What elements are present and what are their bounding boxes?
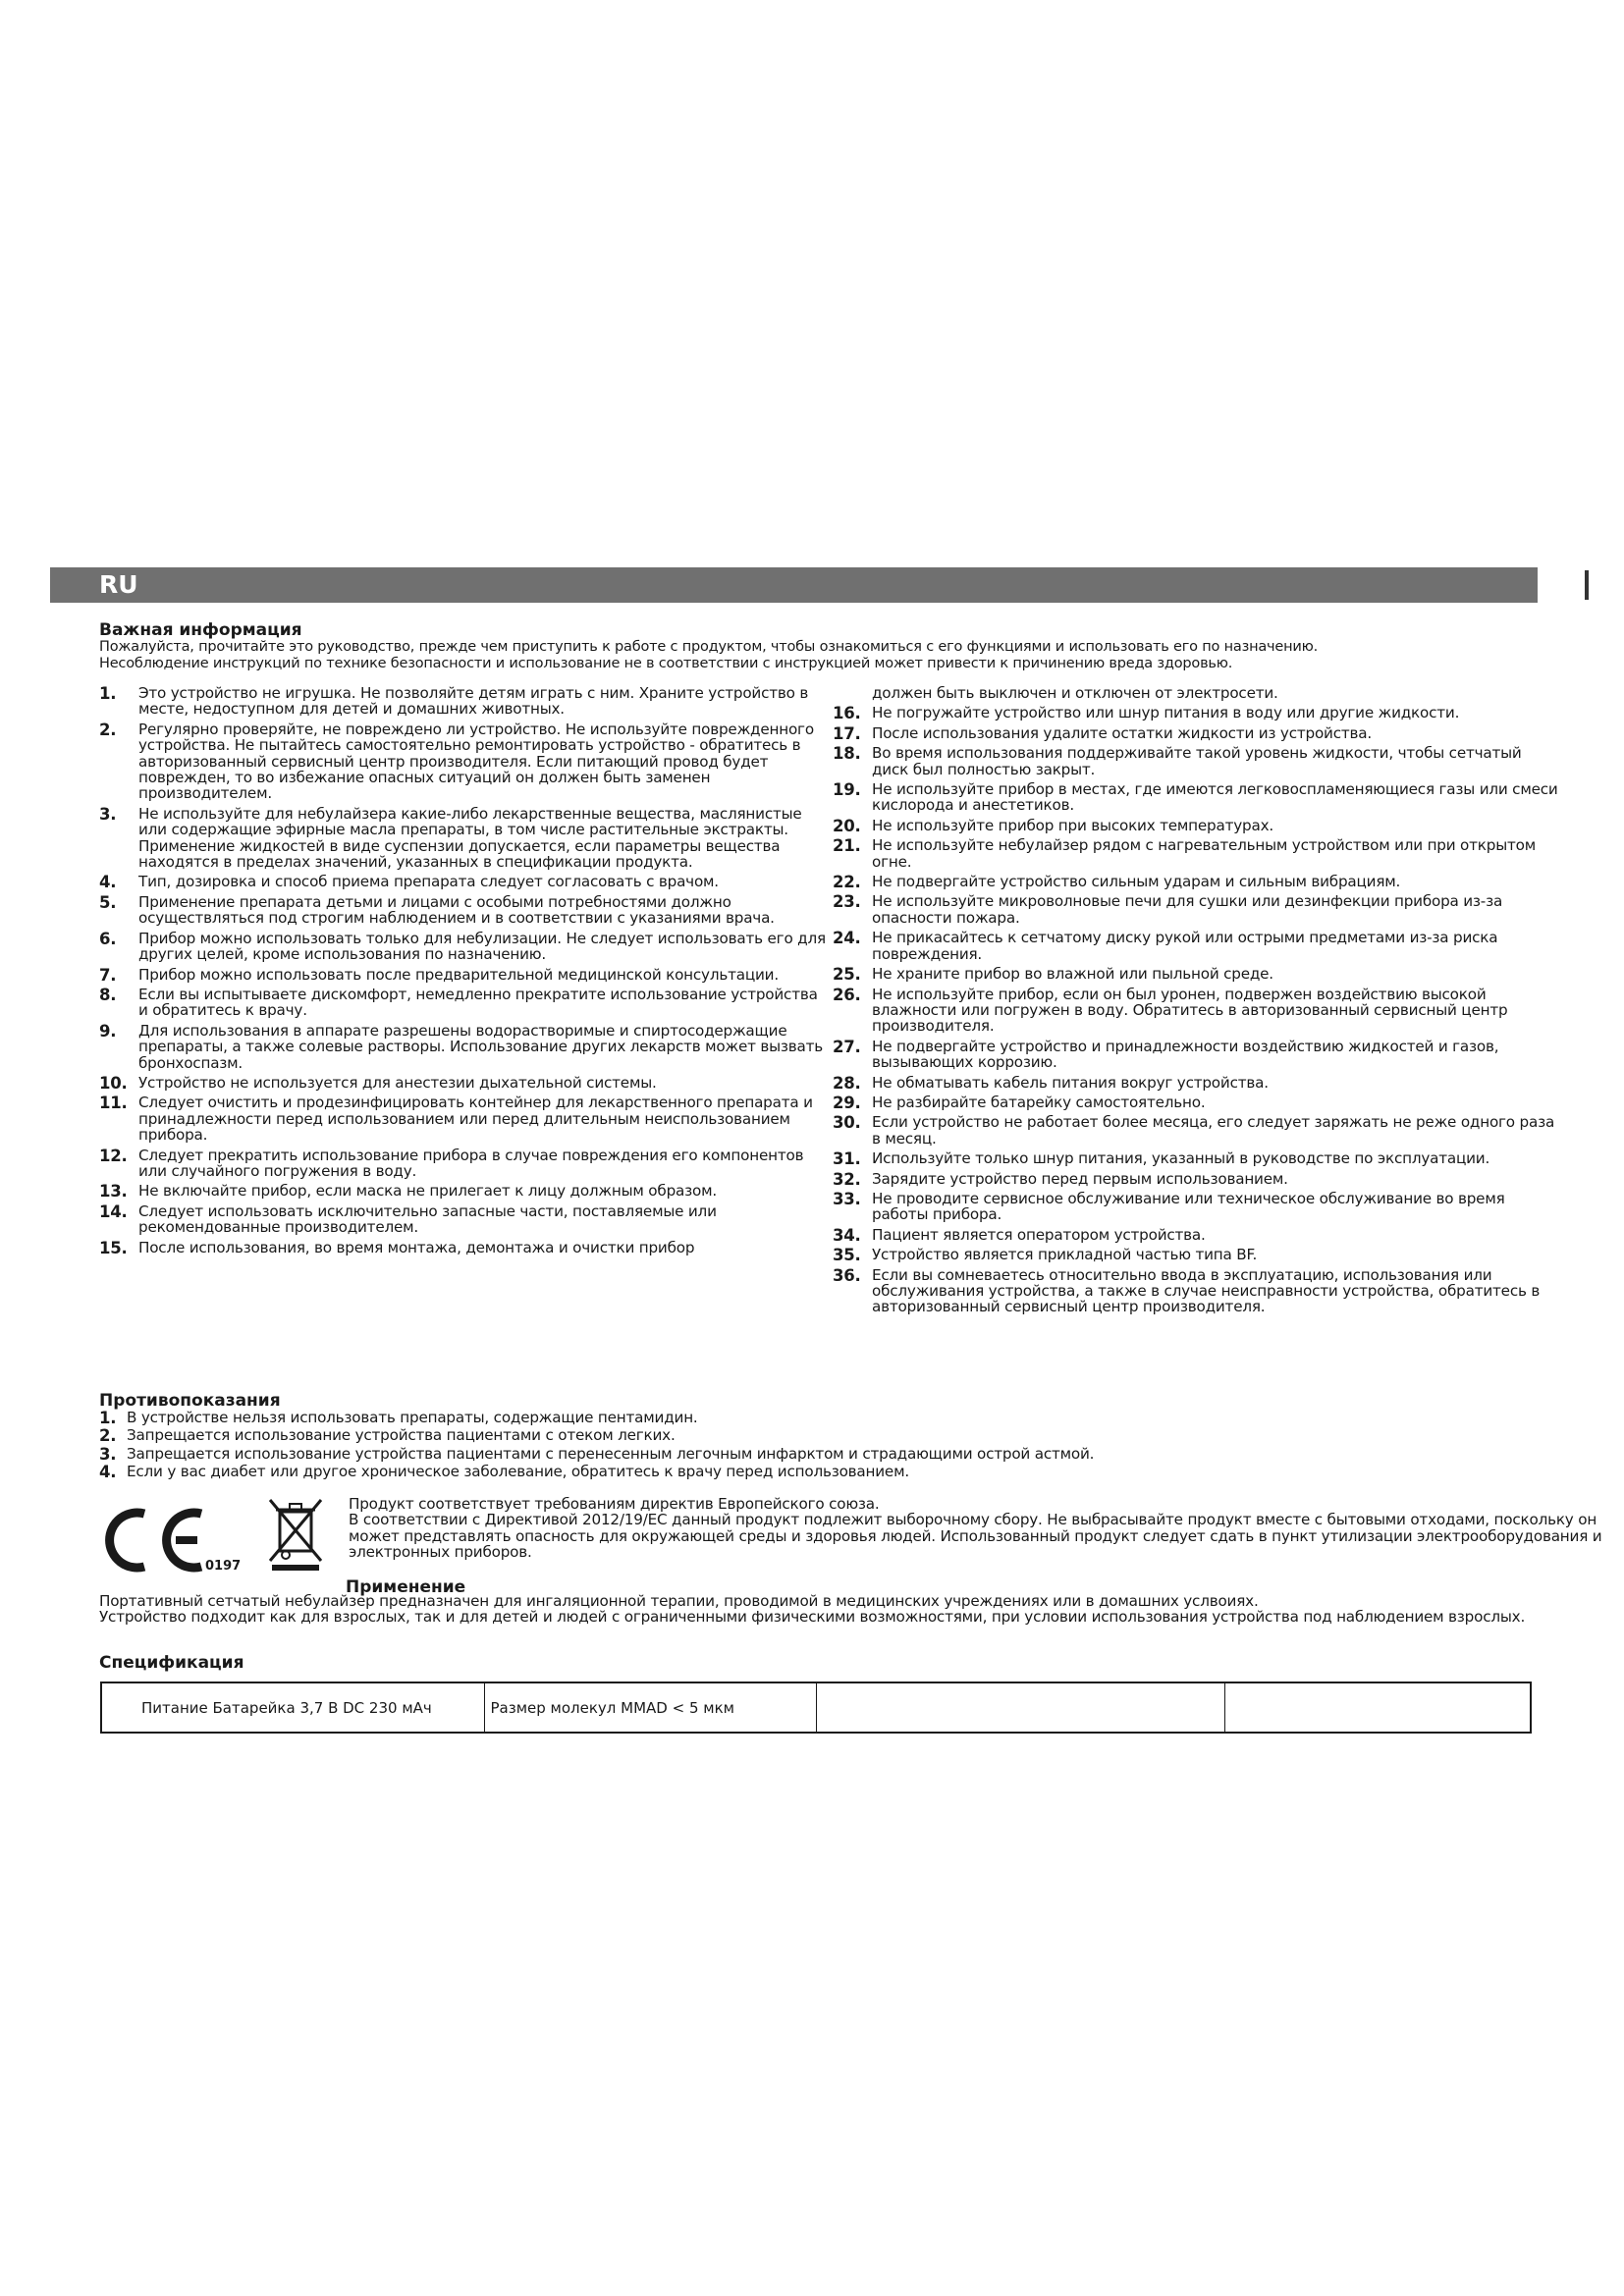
list-item-text: Не обматывать кабель питания вокруг устройства. xyxy=(872,1073,1269,1092)
safety-item xyxy=(99,987,826,1019)
safety-item xyxy=(99,1075,826,1091)
list-item-number: 10. xyxy=(99,1073,128,1093)
list-item-text: После использования, во время монтажа, демонтажа и очистки прибор xyxy=(138,1238,695,1256)
list-item-number: 1. xyxy=(99,684,117,703)
contraindication-item xyxy=(99,1463,1552,1482)
language-header-bar xyxy=(50,567,1538,603)
list-item-text: Не храните прибор во влажной или пыльной среде. xyxy=(872,965,1273,984)
list-item-text: Не используйте прибор при высоких температурах. xyxy=(872,816,1273,834)
specification-table xyxy=(100,1682,1532,1734)
spec-cell: Питание Батарейка 3,7 В DC 230 мАч xyxy=(141,1698,432,1717)
list-item-number: 13. xyxy=(99,1182,128,1201)
list-item-text: Не подвергайте устройство сильным ударам и сильным вибрациям. xyxy=(872,873,1401,891)
contraindications-title: Противопоказания xyxy=(99,1391,281,1411)
list-item-text: должен быть выключен и отключен от электросети. xyxy=(872,684,1278,702)
list-item-number: 27. xyxy=(833,1037,861,1056)
safety-item xyxy=(99,1183,826,1199)
list-item-text: Используйте только шнур питания, указанный в руководстве по эксплуатации. xyxy=(872,1149,1490,1168)
safety-item xyxy=(833,1095,1559,1110)
list-item-number: 19. xyxy=(833,780,861,800)
language-code: RU xyxy=(99,570,138,599)
safety-item xyxy=(833,685,1559,701)
table-row xyxy=(101,1682,1531,1733)
safety-item xyxy=(833,1246,1559,1265)
list-item-text: Регулярно проверяйте, не повреждено ли устройство. Не используйте поврежденного устройства. Не пытайтесь самостоятельно ремонтировать устройство - обратитесь в авторизованный сервисный центр производителя. Если питающий провод будет поврежден, то во избежание опасных ситуаций он должен быть заменен производителем. xyxy=(138,720,814,803)
usage-line: Устройство подходит как для взрослых, так и для детей и людей с ограниченными физическими возможностями, при условии использования устройства под наблюдением взрослых. xyxy=(99,1608,1526,1627)
list-item-number: 28. xyxy=(833,1073,861,1093)
list-item-number: 35. xyxy=(833,1246,861,1265)
list-item-text: Если вы сомневаетесь относительно ввода в эксплуатацию, использования или обслуживания устройства, а также в случае неисправности устройства, обратитесь в авторизованный сервисный центр производителя. xyxy=(872,1265,1541,1316)
list-item-number: 32. xyxy=(833,1169,861,1189)
safety-item xyxy=(833,987,1559,1035)
list-item-number: 17. xyxy=(833,723,861,743)
safety-item xyxy=(833,818,1559,833)
safety-item xyxy=(99,806,826,871)
list-item-number: 16. xyxy=(833,704,861,723)
list-item-number: 24. xyxy=(833,929,861,948)
usage-text xyxy=(99,1593,1552,1626)
usage-title: Применение xyxy=(346,1577,466,1597)
list-item-number: 36. xyxy=(833,1265,861,1285)
list-item-text: Не проводите сервисное обслуживание или техническое обслуживание во время работы прибора. xyxy=(872,1189,1505,1224)
list-item-text: Если устройство не работает более месяца, его следует заряжать не реже одного раза в месяц. xyxy=(872,1113,1555,1148)
list-item-text: Если вы испытываете дискомфорт, немедленно прекратите использование устройства и обратитесь к врачу. xyxy=(138,985,818,1020)
list-item-text: После использования удалите остатки жидкости из устройства. xyxy=(872,723,1372,742)
list-item-text: Не включайте прибор, если маска не прилегает к лицу должным образом. xyxy=(138,1182,717,1201)
list-item-text: Устройство не используется для анестезии дыхательной системы. xyxy=(138,1073,657,1092)
list-item-text: Тип, дозировка и способ приема препарата следует согласовать с врачом. xyxy=(138,873,719,891)
list-item-text: Запрещается использование устройства пациентами с отеком легких. xyxy=(127,1426,676,1445)
important-info-title: Важная информация xyxy=(99,620,302,640)
list-item-number: 6. xyxy=(99,929,117,948)
safety-item xyxy=(833,1227,1559,1243)
list-item-number: 33. xyxy=(833,1189,861,1208)
spec-cell: Размер молекул MMAD < 5 мкм xyxy=(484,1682,816,1733)
certification-text xyxy=(349,1496,1624,1561)
list-item-text: Не используйте микроволновые печи для сушки или дезинфекции прибора из-за опасности пожара. xyxy=(872,892,1503,927)
contraindications-list xyxy=(99,1410,1552,1482)
safety-item xyxy=(833,745,1559,777)
contraindication-item xyxy=(99,1410,1552,1425)
list-item-text: Зарядите устройство перед первым использованием. xyxy=(872,1169,1288,1188)
safety-item xyxy=(833,873,1559,892)
list-item-text: Не используйте небулайзер рядом с нагревательным устройством или при открытом огне. xyxy=(872,836,1536,871)
safety-item xyxy=(833,725,1559,741)
list-item-text: В устройстве нельзя использовать препараты, содержащие пентамидин. xyxy=(127,1409,698,1426)
list-item-text: Не используйте прибор, если он был уронен, подвержен воздействию высокой влажности или погружен в воду. Обратитесь в авторизованный сервисный центр производителя. xyxy=(872,985,1508,1036)
list-item-text: Не погружайте устройство или шнур питания в воду или другие жидкости. xyxy=(872,704,1460,722)
list-item-text: Следует прекратить использование прибора в случае повреждения его компонентов или случайного погружения в воду. xyxy=(138,1146,804,1180)
list-item-number: 21. xyxy=(833,836,861,856)
contraindication-item xyxy=(99,1446,1552,1462)
safety-item xyxy=(833,1191,1559,1223)
certification-block xyxy=(99,1495,1602,1589)
list-item-number: 11. xyxy=(99,1094,128,1113)
list-item-text: Не прикасайтесь к сетчатому диску рукой или острыми предметами из-за риска повреждения. xyxy=(872,929,1498,963)
safety-item xyxy=(833,837,1559,870)
safety-item xyxy=(833,1171,1559,1187)
list-item-number: 25. xyxy=(833,965,861,985)
safety-item xyxy=(99,873,826,892)
safety-item xyxy=(833,1075,1559,1091)
list-item-text: Не используйте для небулайзера какие-либо лекарственные вещества, маслянистые или содержащие эфирные масла препараты, в том числе растительные экстракты. Применение жидкостей в виде суспензии допускается, если параметры вещества находятся в пределах значений, указанных в спецификации продукта. xyxy=(138,804,802,872)
safety-item xyxy=(833,965,1559,985)
list-item-number: 29. xyxy=(833,1093,861,1112)
list-item-number: 3. xyxy=(99,804,117,824)
spec-cell xyxy=(816,1682,1224,1733)
important-info-intro xyxy=(99,639,1552,672)
safety-item xyxy=(833,930,1559,962)
list-item-number: 26. xyxy=(833,985,861,1004)
list-item-number: 4. xyxy=(99,1463,117,1482)
safety-list-right xyxy=(833,685,1559,1319)
specification-title: Спецификация xyxy=(99,1653,244,1673)
safety-item xyxy=(99,894,826,927)
safety-item xyxy=(99,721,826,802)
list-item-text: Следует использовать исключительно запасные части, поставляемые или рекомендованные производителем. xyxy=(138,1201,717,1237)
safety-item xyxy=(833,781,1559,814)
list-item-number: 7. xyxy=(99,965,117,985)
safety-item xyxy=(833,1149,1559,1169)
safety-item xyxy=(833,1114,1559,1147)
ce-mark-icon xyxy=(99,1506,209,1575)
safety-item xyxy=(99,1203,826,1236)
list-item-text: Для использования в аппарате разрешены водорастворимые и спиртосодержащие препараты, а также солевые растворы. Использование других лекарств может вызвать бронхоспазм. xyxy=(138,1021,824,1072)
list-item-number: 31. xyxy=(833,1149,861,1169)
list-item-text: Не используйте прибор в местах, где имеются легковоспламеняющиеся газы или смеси кислорода и анестетиков. xyxy=(872,780,1558,815)
safety-item xyxy=(833,1267,1559,1315)
contraindication-item xyxy=(99,1426,1552,1446)
safety-item xyxy=(99,1240,826,1255)
spec-cell xyxy=(1224,1682,1531,1733)
notified-body-number: 0197 xyxy=(205,1559,242,1574)
safety-item xyxy=(99,967,826,983)
list-item-text: Если у вас диабет или другое хроническое заболевание, обратитесь к врачу перед использованием. xyxy=(127,1463,909,1481)
list-item-number: 2. xyxy=(99,1426,117,1446)
list-item-text: Прибор можно использовать после предварительной медицинской консультации. xyxy=(138,965,779,984)
list-item-number: 3. xyxy=(99,1444,117,1464)
list-item-text: Следует очистить и продезинфицировать контейнер для лекарственного препарата и принадлежности перед использованием или перед длительным неиспользованием прибора. xyxy=(138,1094,813,1145)
list-item-text: Применение препарата детьми и лицами с особыми потребностями должно осуществляться под строгим наблюдением и в соответствии с указаниями врача. xyxy=(138,892,775,928)
usage-line: Портативный сетчатый небулайзер предназначен для ингаляционной терапии, проводимой в медицинских учреждениях или в домашних услвоиях. xyxy=(99,1592,1259,1610)
safety-item xyxy=(99,931,826,963)
safety-item xyxy=(99,1095,826,1143)
list-item-number: 5. xyxy=(99,892,117,912)
list-item-text: Не разбирайте батарейку самостоятельно. xyxy=(872,1093,1206,1111)
intro-line: Несоблюдение инструкций по технике безопасности и использование не в соответствии с инструкцией может привести к причинению вреда здоровью. xyxy=(99,656,1233,671)
list-item-text: Пациент является оператором устройства. xyxy=(872,1225,1206,1244)
list-item-number: 30. xyxy=(833,1113,861,1133)
safety-list-left xyxy=(99,685,826,1259)
safety-item xyxy=(833,893,1559,926)
list-item-number: 4. xyxy=(99,873,117,892)
safety-item xyxy=(99,1023,826,1071)
list-item-text: Устройство является прикладной частью типа BF. xyxy=(872,1246,1258,1264)
safety-item xyxy=(99,1148,826,1180)
list-item-text: Это устройство не игрушка. Не позволяйте детям играть с ним. Храните устройство в месте, недоступном для детей и домашних животных. xyxy=(138,684,809,719)
list-item-number: 1. xyxy=(99,1409,117,1427)
intro-line: Пожалуйста, прочитайте это руководство, прежде чем приступить к работе с продуктом, чтобы ознакомиться с его функциями и использовать его по назначению. xyxy=(99,639,1319,655)
list-item-text: Во время использования поддерживайте такой уровень жидкости, чтобы сетчатый диск был полностью закрыт. xyxy=(872,744,1522,778)
list-item-number: 23. xyxy=(833,892,861,912)
list-item-number: 9. xyxy=(99,1021,117,1041)
certification-line: Продукт соответствует требованиям директив Европейского союза. xyxy=(349,1495,880,1513)
safety-item xyxy=(833,705,1559,721)
list-item-text: Запрещается использование устройства пациентами с перенесенным легочным инфарктом и страдающими острой астмой. xyxy=(127,1444,1095,1463)
certification-line: В соответствии с Директивой 2012/19/ЕС данный продукт подлежит выборочному сбору. Не выбрасывайте продукт вместе с бытовыми отходами, поскольку он может представлять опасность для окружающей среды и здоровья людей. Использованный продукт следует сдать в пункт утилизации электрооборудования и электронных приборов. xyxy=(349,1511,1602,1562)
list-item-text: Не подвергайте устройство и принадлежности воздействию жидкостей и газов, вызывающих коррозию. xyxy=(872,1037,1499,1072)
list-item-number: 15. xyxy=(99,1238,128,1257)
list-item-number: 12. xyxy=(99,1146,128,1165)
list-item-number: 2. xyxy=(99,720,117,739)
list-item-number: 8. xyxy=(99,985,117,1004)
page-edge-mark xyxy=(1585,570,1589,600)
list-item-number: 34. xyxy=(833,1225,861,1245)
safety-item xyxy=(833,1039,1559,1071)
list-item-number: 22. xyxy=(833,873,861,892)
list-item-text: Прибор можно использовать только для небулизации. Не следует использовать его для других целей, кроме использования по назначению. xyxy=(138,929,826,964)
list-item-number: 14. xyxy=(99,1201,128,1221)
crossed-out-bin-icon xyxy=(266,1496,325,1573)
safety-item xyxy=(99,685,826,718)
list-item-number: 18. xyxy=(833,744,861,764)
list-item-number: 20. xyxy=(833,816,861,835)
